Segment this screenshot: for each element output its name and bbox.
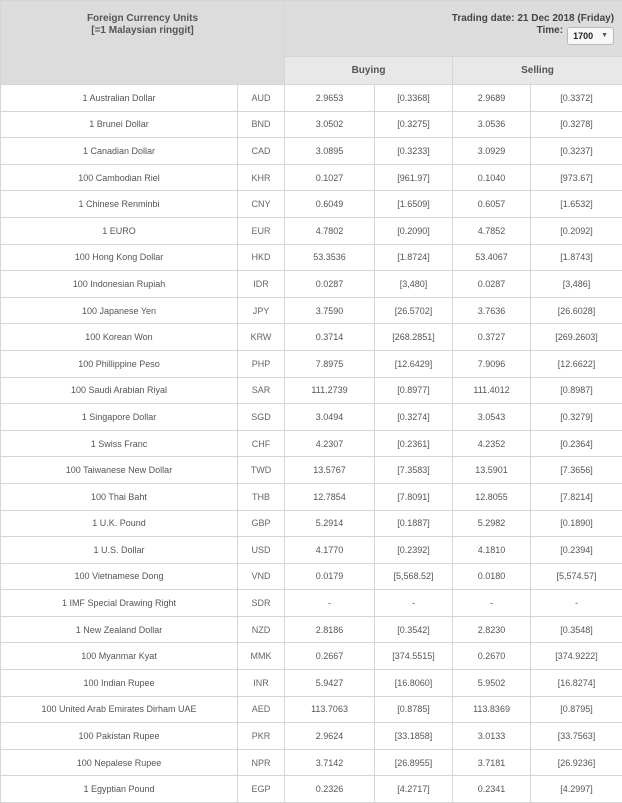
table-row [1, 217, 622, 244]
currency-name: 100 Nepalese Rupee [1, 749, 238, 776]
buying-inverse-rate: [0.3368] [375, 85, 453, 112]
buying-rate: 3.0494 [285, 404, 375, 431]
table-row [1, 590, 622, 617]
buying-rate: 113.7063 [285, 696, 375, 723]
buying-inverse-rate: [0.8977] [375, 377, 453, 404]
selling-inverse-rate: [374.9222] [531, 643, 622, 670]
table-row [1, 563, 622, 590]
trading-info-cell [285, 1, 622, 57]
selling-rate: 0.6057 [453, 191, 531, 218]
currency-name: 100 Pakistan Rupee [1, 723, 238, 750]
table-header-row [1, 1, 622, 57]
buying-rate: 2.9653 [285, 85, 375, 112]
selling-rate: 0.0180 [453, 563, 531, 590]
selling-inverse-rate: - [531, 590, 622, 617]
chevron-down-icon: ▼ [601, 30, 608, 42]
unit-title-line1: Foreign Currency Units [1, 13, 284, 25]
selling-rate: 0.3727 [453, 324, 531, 351]
selling-rate: 7.9096 [453, 350, 531, 377]
selling-header: Selling [453, 57, 622, 85]
buying-rate: 3.7590 [285, 297, 375, 324]
selling-rate: 0.2341 [453, 776, 531, 803]
buying-rate: 0.3714 [285, 324, 375, 351]
buying-inverse-rate: - [375, 590, 453, 617]
currency-name: 1 Canadian Dollar [1, 138, 238, 165]
currency-name: 1 Australian Dollar [1, 85, 238, 112]
currency-name: 1 U.S. Dollar [1, 537, 238, 564]
selling-inverse-rate: [16.8274] [531, 670, 622, 697]
unit-header-cell [1, 1, 285, 85]
selling-inverse-rate: [7.3656] [531, 457, 622, 484]
currency-code: PHP [238, 350, 285, 377]
buying-rate: 0.0179 [285, 563, 375, 590]
selling-rate: 13.5901 [453, 457, 531, 484]
selling-rate: 3.7636 [453, 297, 531, 324]
currency-name: 100 Indian Rupee [1, 670, 238, 697]
buying-rate: 0.2326 [285, 776, 375, 803]
buying-inverse-rate: [0.8785] [375, 696, 453, 723]
selling-rate: 3.0133 [453, 723, 531, 750]
buying-inverse-rate: [12.6429] [375, 350, 453, 377]
selling-inverse-rate: [7.8214] [531, 483, 622, 510]
currency-name: 100 Hong Kong Dollar [1, 244, 238, 271]
currency-code: SGD [238, 404, 285, 431]
buying-rate: 4.7802 [285, 217, 375, 244]
selling-inverse-rate: [973.67] [531, 164, 622, 191]
selling-rate: 53.4067 [453, 244, 531, 271]
selling-inverse-rate: [0.3279] [531, 404, 622, 431]
currency-code: NZD [238, 616, 285, 643]
currency-code: AUD [238, 85, 285, 112]
selling-rate: 3.0536 [453, 111, 531, 138]
selling-inverse-rate: [12.6622] [531, 350, 622, 377]
table-row [1, 244, 622, 271]
selling-rate: 3.0543 [453, 404, 531, 431]
selling-inverse-rate: [4.2997] [531, 776, 622, 803]
time-label: Time: [537, 25, 564, 37]
buying-inverse-rate: [26.8955] [375, 749, 453, 776]
currency-name: 1 IMF Special Drawing Right [1, 590, 238, 617]
buying-rate: 3.7142 [285, 749, 375, 776]
table-row [1, 483, 622, 510]
table-row [1, 164, 622, 191]
table-row [1, 749, 622, 776]
currency-code: BND [238, 111, 285, 138]
unit-title [1, 1, 284, 37]
buying-rate: 53.3536 [285, 244, 375, 271]
table-row [1, 324, 622, 351]
table-row [1, 404, 622, 431]
currency-name: 1 Brunei Dollar [1, 111, 238, 138]
selling-inverse-rate: [3,486] [531, 271, 622, 298]
currency-code: EUR [238, 217, 285, 244]
currency-code: KHR [238, 164, 285, 191]
currency-name: 100 Phillippine Peso [1, 350, 238, 377]
currency-code: PKR [238, 723, 285, 750]
buying-inverse-rate: [0.3274] [375, 404, 453, 431]
currency-name: 1 U.K. Pound [1, 510, 238, 537]
selling-inverse-rate: [0.8987] [531, 377, 622, 404]
selling-rate: 12.8055 [453, 483, 531, 510]
currency-name: 100 Saudi Arabian Riyal [1, 377, 238, 404]
buying-rate: 4.2307 [285, 430, 375, 457]
currency-code: INR [238, 670, 285, 697]
table-row [1, 350, 622, 377]
selling-rate: - [453, 590, 531, 617]
currency-name: 100 Myanmar Kyat [1, 643, 238, 670]
buying-inverse-rate: [7.8091] [375, 483, 453, 510]
buying-rate: 4.1770 [285, 537, 375, 564]
currency-code: IDR [238, 271, 285, 298]
buying-inverse-rate: [0.3542] [375, 616, 453, 643]
trading-date: Trading date: 21 Dec 2018 (Friday) [285, 13, 614, 25]
currency-code: EGP [238, 776, 285, 803]
selling-rate: 2.9689 [453, 85, 531, 112]
currency-name: 100 Indonesian Rupiah [1, 271, 238, 298]
time-select-value: 1700 [573, 30, 593, 42]
table-row [1, 510, 622, 537]
currency-name: 100 Vietnamese Dong [1, 563, 238, 590]
buying-rate: 0.6049 [285, 191, 375, 218]
buying-rate: 0.2667 [285, 643, 375, 670]
selling-inverse-rate: [5,574.57] [531, 563, 622, 590]
buying-inverse-rate: [374.5515] [375, 643, 453, 670]
table-row [1, 377, 622, 404]
currency-name: 1 Chinese Renminbi [1, 191, 238, 218]
currency-name: 100 Thai Baht [1, 483, 238, 510]
table-row [1, 643, 622, 670]
buying-inverse-rate: [5,568.52] [375, 563, 453, 590]
currency-code: THB [238, 483, 285, 510]
table-row [1, 85, 622, 112]
buying-inverse-rate: [0.2090] [375, 217, 453, 244]
currency-code: AED [238, 696, 285, 723]
currency-name: 1 New Zealand Dollar [1, 616, 238, 643]
currency-name: 100 Taiwanese New Dollar [1, 457, 238, 484]
table-row [1, 776, 622, 803]
selling-rate: 3.0929 [453, 138, 531, 165]
selling-inverse-rate: [26.6028] [531, 297, 622, 324]
buying-inverse-rate: [0.2392] [375, 537, 453, 564]
buying-inverse-rate: [961.97] [375, 164, 453, 191]
currency-name: 100 Japanese Yen [1, 297, 238, 324]
buying-inverse-rate: [0.1887] [375, 510, 453, 537]
buying-rate: - [285, 590, 375, 617]
currency-name: 1 Singapore Dollar [1, 404, 238, 431]
buying-rate: 5.2914 [285, 510, 375, 537]
currency-code: GBP [238, 510, 285, 537]
currency-code: CHF [238, 430, 285, 457]
selling-inverse-rate: [33.7563] [531, 723, 622, 750]
currency-code: USD [238, 537, 285, 564]
table-row [1, 111, 622, 138]
table-row [1, 537, 622, 564]
buying-rate: 7.8975 [285, 350, 375, 377]
selling-inverse-rate: [26.9236] [531, 749, 622, 776]
selling-rate: 5.9502 [453, 670, 531, 697]
currency-code: JPY [238, 297, 285, 324]
buying-rate: 2.9624 [285, 723, 375, 750]
selling-inverse-rate: [0.2394] [531, 537, 622, 564]
buying-rate: 0.1027 [285, 164, 375, 191]
table-row [1, 457, 622, 484]
currency-code: TWD [238, 457, 285, 484]
selling-rate: 113.8369 [453, 696, 531, 723]
table-row [1, 696, 622, 723]
buying-inverse-rate: [1.6509] [375, 191, 453, 218]
buying-inverse-rate: [4.2717] [375, 776, 453, 803]
table-row [1, 723, 622, 750]
table-row [1, 670, 622, 697]
currency-code: VND [238, 563, 285, 590]
selling-rate: 3.7181 [453, 749, 531, 776]
currency-name: 1 EURO [1, 217, 238, 244]
selling-inverse-rate: [0.3372] [531, 85, 622, 112]
selling-rate: 0.1040 [453, 164, 531, 191]
currency-code: HKD [238, 244, 285, 271]
selling-inverse-rate: [0.2092] [531, 217, 622, 244]
buying-rate: 3.0895 [285, 138, 375, 165]
selling-inverse-rate: [0.2364] [531, 430, 622, 457]
selling-inverse-rate: [0.1890] [531, 510, 622, 537]
selling-rate: 4.2352 [453, 430, 531, 457]
selling-inverse-rate: [1.8743] [531, 244, 622, 271]
currency-name: 100 Korean Won [1, 324, 238, 351]
buying-rate: 2.8186 [285, 616, 375, 643]
table-row [1, 616, 622, 643]
selling-rate: 111.4012 [453, 377, 531, 404]
currency-code: CNY [238, 191, 285, 218]
time-select[interactable] [567, 27, 614, 45]
currency-name: 1 Egyptian Pound [1, 776, 238, 803]
currency-name: 100 Cambodian Riel [1, 164, 238, 191]
selling-rate: 2.8230 [453, 616, 531, 643]
selling-rate: 0.2670 [453, 643, 531, 670]
table-row [1, 191, 622, 218]
currency-code: SDR [238, 590, 285, 617]
selling-inverse-rate: [1.6532] [531, 191, 622, 218]
buying-inverse-rate: [7.3583] [375, 457, 453, 484]
currency-code: MMK [238, 643, 285, 670]
unit-title-line2: [=1 Malaysian ringgit] [1, 25, 284, 37]
buying-rate: 3.0502 [285, 111, 375, 138]
buying-inverse-rate: [0.3275] [375, 111, 453, 138]
currency-code: KRW [238, 324, 285, 351]
selling-inverse-rate: [269.2603] [531, 324, 622, 351]
buying-rate: 12.7854 [285, 483, 375, 510]
selling-inverse-rate: [0.3278] [531, 111, 622, 138]
currency-code: CAD [238, 138, 285, 165]
buying-inverse-rate: [1.8724] [375, 244, 453, 271]
selling-rate: 0.0287 [453, 271, 531, 298]
buying-inverse-rate: [26.5702] [375, 297, 453, 324]
buying-inverse-rate: [0.2361] [375, 430, 453, 457]
selling-rate: 4.7852 [453, 217, 531, 244]
currency-code: SAR [238, 377, 285, 404]
table-row [1, 138, 622, 165]
buying-header: Buying [285, 57, 453, 85]
currency-name: 100 United Arab Emirates Dirham UAE [1, 696, 238, 723]
buying-inverse-rate: [16.8060] [375, 670, 453, 697]
table-row [1, 297, 622, 324]
buying-rate: 13.5767 [285, 457, 375, 484]
buying-rate: 111.2739 [285, 377, 375, 404]
buying-rate: 5.9427 [285, 670, 375, 697]
buying-inverse-rate: [3,480] [375, 271, 453, 298]
selling-inverse-rate: [0.8795] [531, 696, 622, 723]
table-row [1, 271, 622, 298]
currency-code: NPR [238, 749, 285, 776]
selling-rate: 5.2982 [453, 510, 531, 537]
buying-rate: 0.0287 [285, 271, 375, 298]
selling-inverse-rate: [0.3237] [531, 138, 622, 165]
selling-inverse-rate: [0.3548] [531, 616, 622, 643]
buying-inverse-rate: [268.2851] [375, 324, 453, 351]
buying-inverse-rate: [33.1858] [375, 723, 453, 750]
selling-rate: 4.1810 [453, 537, 531, 564]
currency-name: 1 Swiss Franc [1, 430, 238, 457]
table-row [1, 430, 622, 457]
buying-inverse-rate: [0.3233] [375, 138, 453, 165]
